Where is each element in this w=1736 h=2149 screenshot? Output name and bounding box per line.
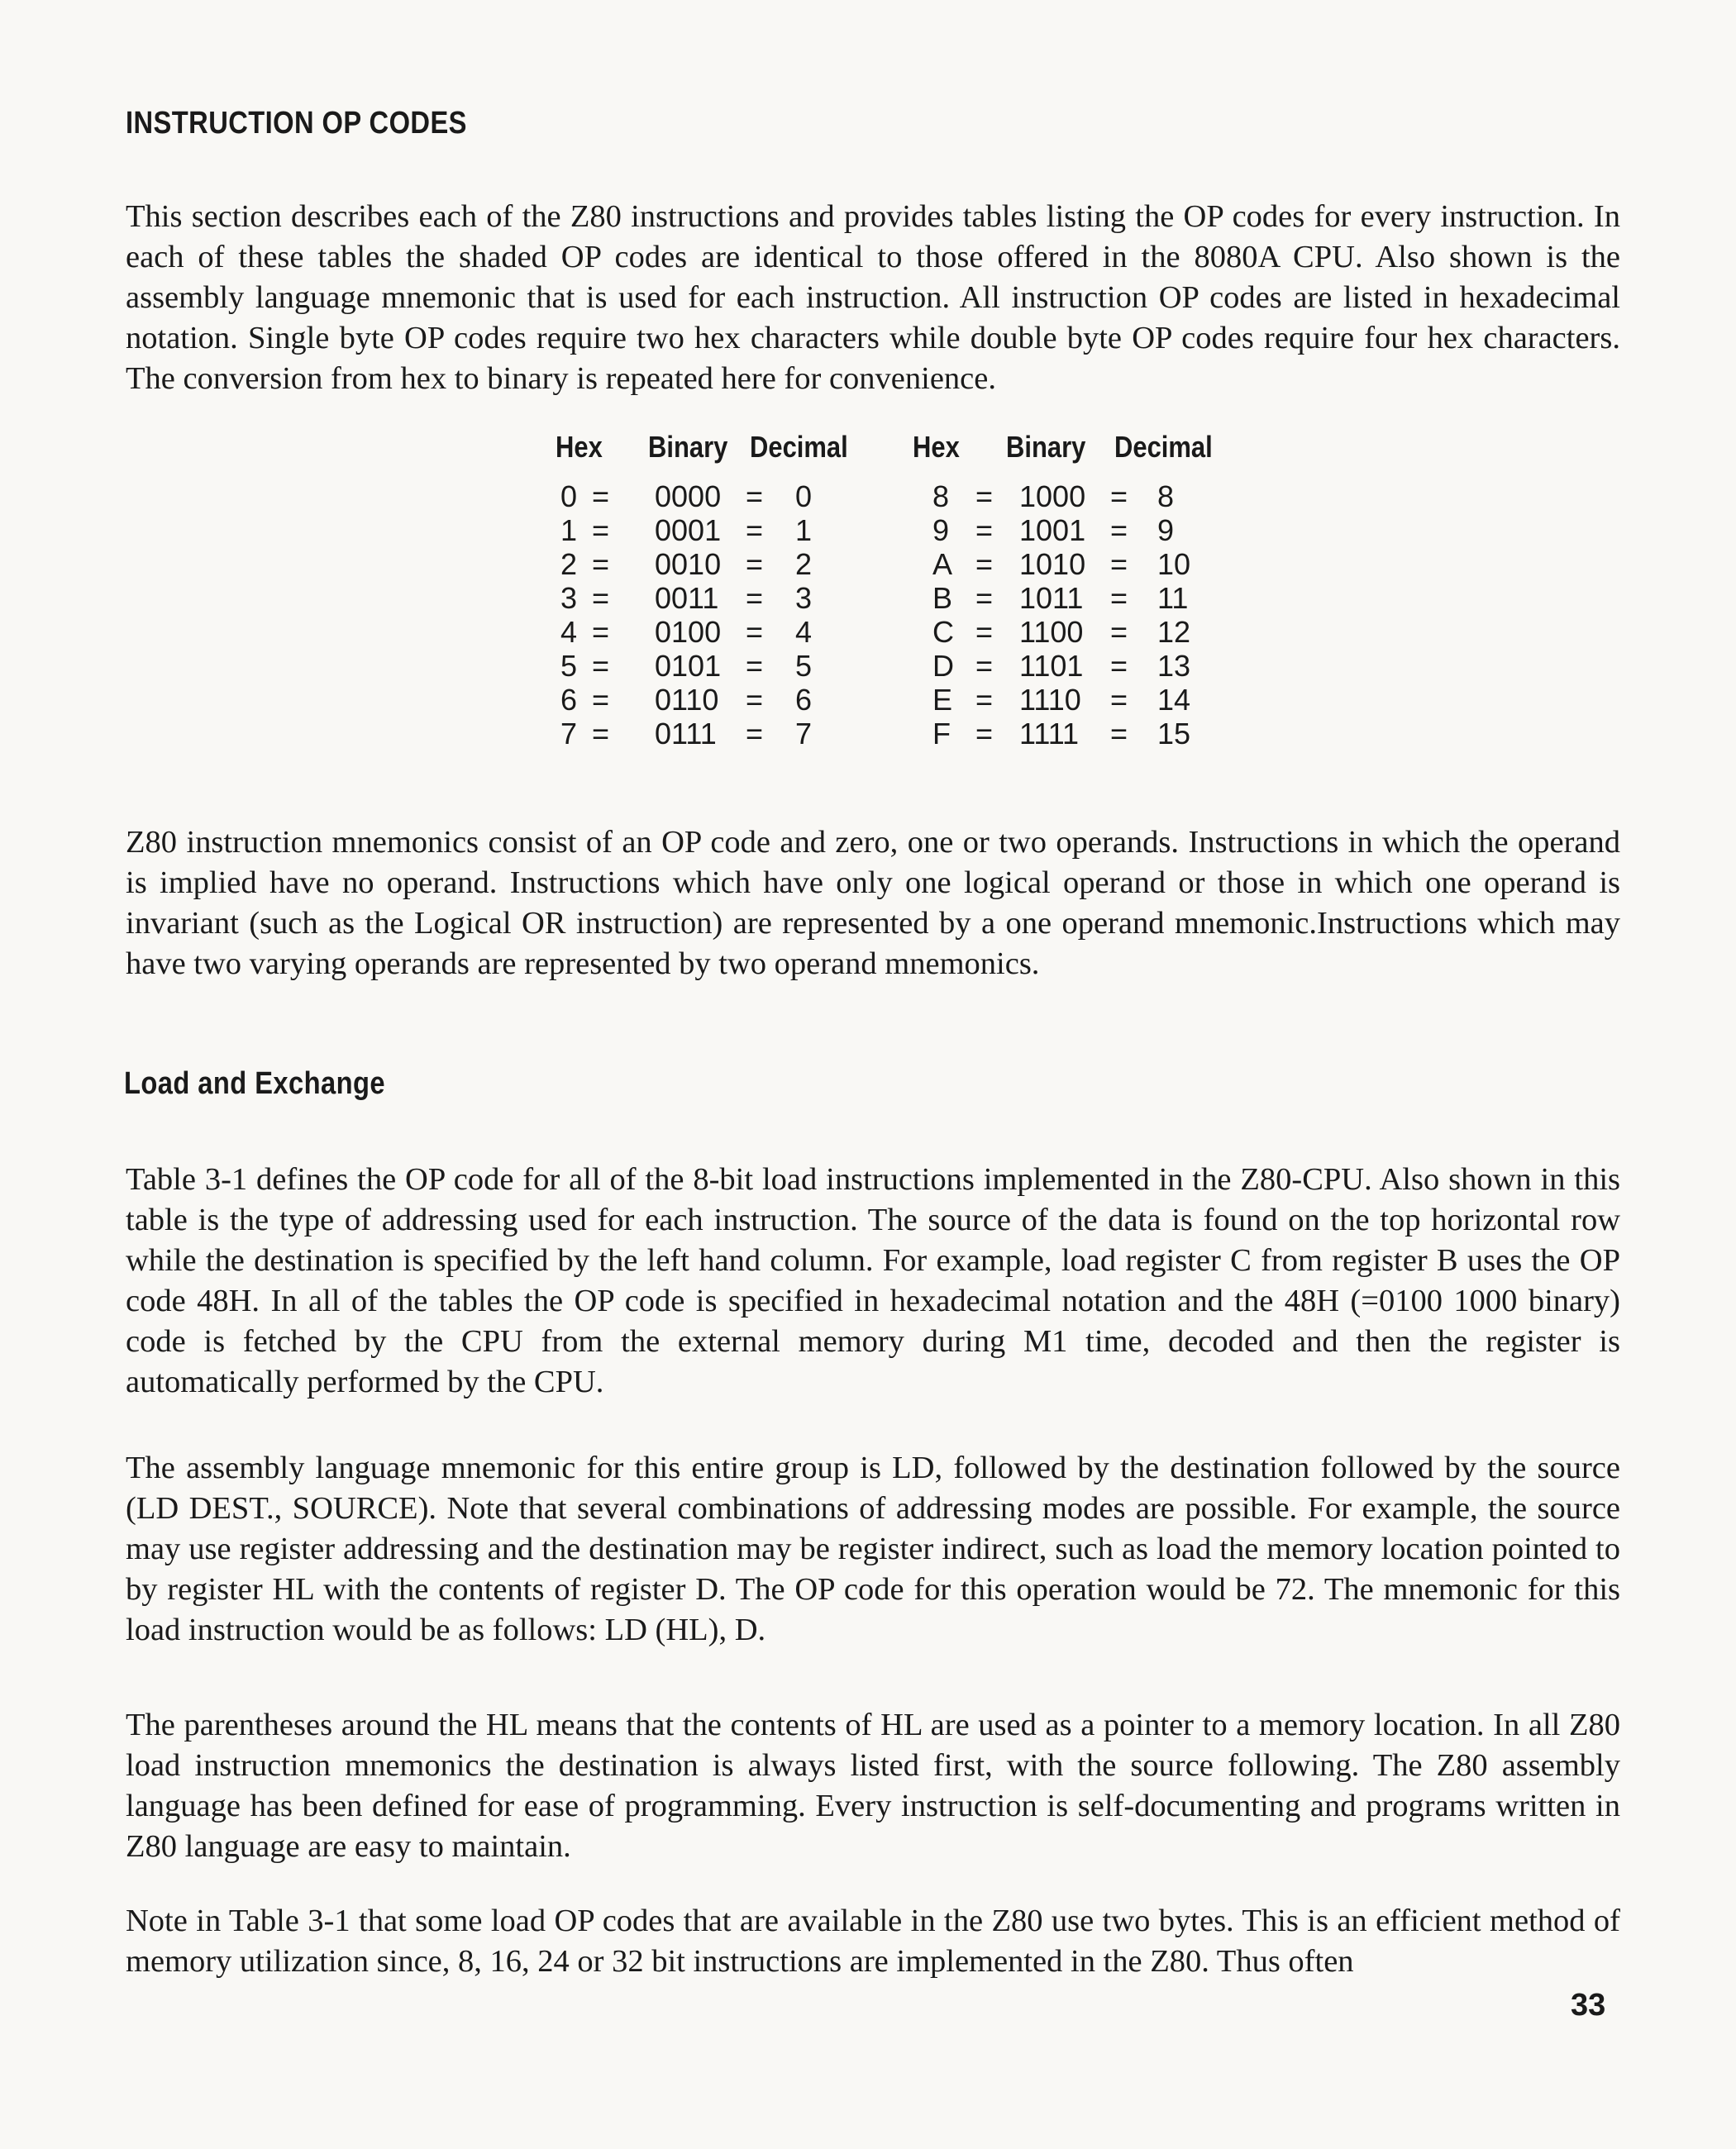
- header-decimal-right: Decimal: [1114, 430, 1213, 464]
- header-binary-right: Binary: [1006, 430, 1086, 464]
- header-hex-right: Hex: [913, 430, 960, 464]
- page-heading: INSTRUCTION OP CODES: [126, 106, 467, 141]
- mnemonics-paragraph: Z80 instruction mnemonics consist of an OP code and zero, one or two operands. Instructions in which the operand is implied have no operand. Instructions which have only one logical operand or those in which one operand is invariant (such as the Logical OR instruction) are represented by a one operand mnemonic.Instructions which may have two varying operands are represented by two operand mnemonics.: [126, 825, 1620, 981]
- load-paragraph-4: Note in Table 3-1 that some load OP codes that are available in the Z80 use two bytes. This is an efficient method of memory utilization since, 8, 16, 24 or 32 bit instructions are implemented in the Z80. Thus often: [126, 1904, 1620, 1979]
- section-heading-load-and-exchange: Load and Exchange: [124, 1066, 386, 1101]
- load-paragraph-1: Table 3-1 defines the OP code for all of the 8-bit load instructions implemented in the Z80-CPU. Also shown in this table is the type of addressing used for each instruction. The source of the data is found on the top horizontal row while the destination is specified by the left hand column. For example, load register C from register B uses the OP code 48H. In all of the tables the OP code is specified in hexadecimal notation and the 48H (=0100 1000 binary) code is fetched by the CPU from the external memory during M1 time, decoded and then the register is automatically performed by the CPU.: [126, 1162, 1620, 1399]
- document-page: INSTRUCTION OP CODES This section describes each of the Z80 instructions and provides tables listing the OP codes for every instruction. In each of these tables the shaded OP codes are identical to those offered in the 8080A CPU. Also shown is the assembly language mnemonic that is used for each instruction. All instruction OP codes are listed in hexadecimal notation. Single byte OP codes require two hex characters while double byte OP codes require four hex characters. The conversion from hex to binary is repeated here for convenience. Hex Binary Decimal Hex Binary Decimal 0 = 0000 = 0 1 = 0001 = 1 2 = 0010 = 2 3 = 0011 = 3 4 = 0100 = 4 5 = 0101 = 5 6 = 0110 = 6 7 = 0111 = 7 8 = 1000 = 8 9 = 1001 = 9 A = 1010 = 10 B = 1011 = 11 C = 1100 = 12 D = 1101 = 13 E = 1110 = 14 F = 1111 = 15 Z80 instruction mnemonics consist of an OP code and zero, one or two operands. Instructions in which the operand is implied have no operand. Instructions which have only one logical operand or those in which one operand is invariant (such as the Logical OR instruction) are represented by a one operand mnemonic.Instructions which may have two varying operands are represented by two operand mnemonics. Load and Exchange Table 3-1 defines the OP code for all of the 8-bit load instructions implemented in the Z80-CPU. Also shown in this table is the type of addressing used for each instruction. The source of the data is found on the top horizontal row while the destination is specified by the left hand column. For example, load register C from register B uses the OP code 48H. In all of the tables the OP code is specified in hexadecimal notation and the 48H (=0100 1000 binary) code is fetched by the CPU from the external memory during M1 time, decoded and then the register is automatically performed by the CPU. The assembly language mnemonic for this entire group is LD, followed by the destination followed by the source (LD DEST., SOURCE). Note that several combinations of addressing modes are possible. For example, the source may use register addressing and the destination may be register indirect, such as load the memory location pointed to by register HL with the contents of register D. The OP code for this operation would be 72. The mnemonic for this load instruction would be as follows: LD (HL), D. The parentheses around the HL means that the contents of HL are used as a pointer to a memory location. In all Z80 load instruction mnemonics the destination is always listed first, with the source following. The Z80 assembly language has been defined for ease of programming. Every instruction is self-documenting and programs written in Z80 language are easy to maintain. Note in Table 3-1 that some load OP codes that are available in the Z80 use two bytes. This is an efficient method of memory utilization since, 8, 16, 24 or 32 bit instructions are implemented in the Z80. Thus often 33: [0, 0, 1736, 2149]
- header-decimal-left: Decimal: [750, 430, 848, 464]
- page-number: 33: [1571, 1988, 1606, 2023]
- load-paragraph-2: The assembly language mnemonic for this entire group is LD, followed by the destination followed by the source (LD DEST., SOURCE). Note that several combinations of addressing modes are possible. For example, the source may use register addressing and the destination may be register indirect, such as load the memory location pointed to by register HL with the contents of register D. The OP code for this operation would be 72. The mnemonic for this load instruction would be as follows: LD (HL), D.: [126, 1451, 1620, 1647]
- intro-paragraph: This section describes each of the Z80 instructions and provides tables listing the OP codes for every instruction. In each of these tables the shaded OP codes are identical to those offered in the 8080A CPU. Also shown is the assembly language mnemonic that is used for each instruction. All instruction OP codes are listed in hexadecimal notation. Single byte OP codes require two hex characters while double byte OP codes require four hex characters. The conversion from hex to binary is repeated here for convenience.: [126, 199, 1620, 396]
- header-hex-left: Hex: [556, 430, 603, 464]
- load-paragraph-3: The parentheses around the HL means that the contents of HL are used as a pointer to a memory location. In all Z80 load instruction mnemonics the destination is always listed first, with the source following. The Z80 assembly language has been defined for ease of programming. Every instruction is self-documenting and programs written in Z80 language are easy to maintain.: [126, 1708, 1620, 1864]
- header-binary-left: Binary: [648, 430, 728, 464]
